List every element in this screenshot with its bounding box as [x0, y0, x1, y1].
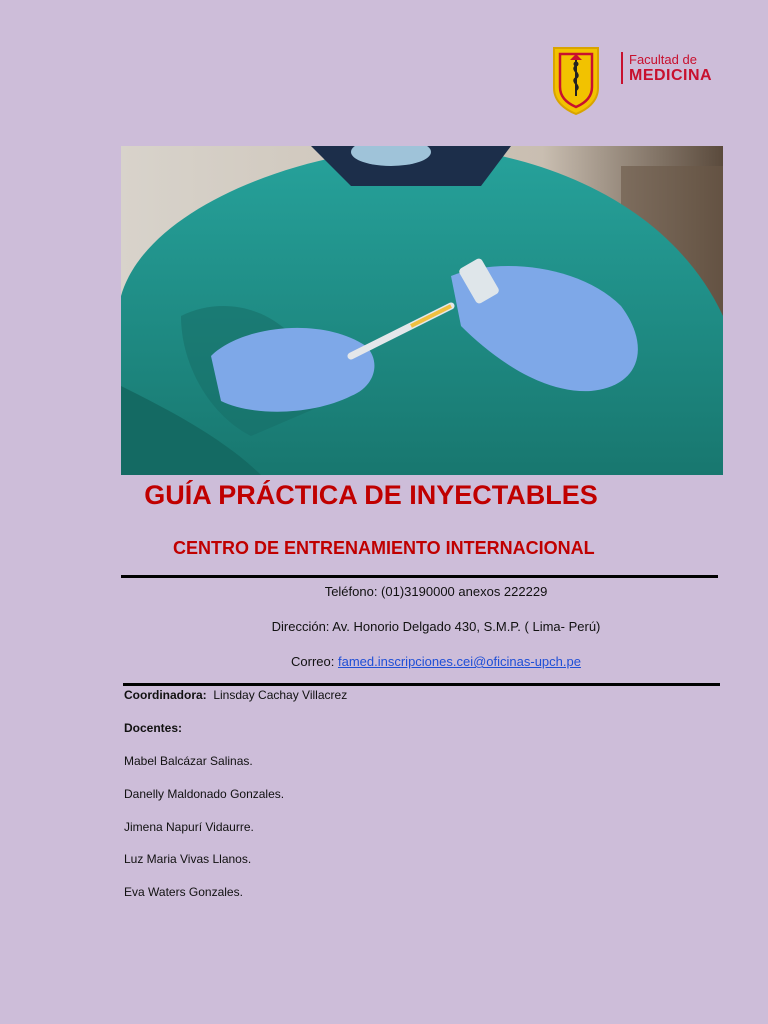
teacher-item: Danelly Maldonado Gonzales. [124, 787, 285, 801]
divider-top [121, 575, 718, 578]
document-title: GUÍA PRÁCTICA DE INYECTABLES [144, 480, 598, 510]
syringe-photo [121, 146, 723, 475]
teacher-item: Eva Waters Gonzales. [124, 885, 243, 899]
logo-divider [621, 52, 623, 84]
teacher-item: Jimena Napurí Vidaurre. [124, 820, 254, 834]
university-shield-icon [550, 44, 602, 116]
coordinator-label: Coordinadora: [124, 688, 207, 702]
divider-bottom [123, 683, 720, 686]
contact-email-line [121, 654, 751, 669]
teacher-item: Mabel Balcázar Salinas. [124, 754, 253, 768]
contact-email-link[interactable]: famed.inscripciones.cei@oficinas-upch.pe [337, 654, 581, 669]
contact-phone: Teléfono: (01)3190000 anexos 222229 [324, 584, 548, 599]
contact-address: Dirección: Av. Honorio Delgado 430, S.M.P. ( Lima- Perú) [271, 619, 601, 634]
contact-email-label: Correo: [291, 654, 338, 669]
coordinator-name: Linsday Cachay Villacrez [213, 688, 348, 702]
teachers-label: Docentes: [124, 721, 183, 735]
logo-text-medicine: MEDICINA [629, 67, 713, 84]
logo-text-faculty: Facultad de [629, 52, 697, 67]
coordinator-line [124, 688, 347, 702]
faculty-logo [550, 44, 720, 118]
cover-photo [121, 146, 723, 475]
document-subtitle: CENTRO DE ENTRENAMIENTO INTERNACIONAL [173, 538, 595, 558]
teacher-item: Luz Maria Vivas Llanos. [124, 852, 252, 866]
